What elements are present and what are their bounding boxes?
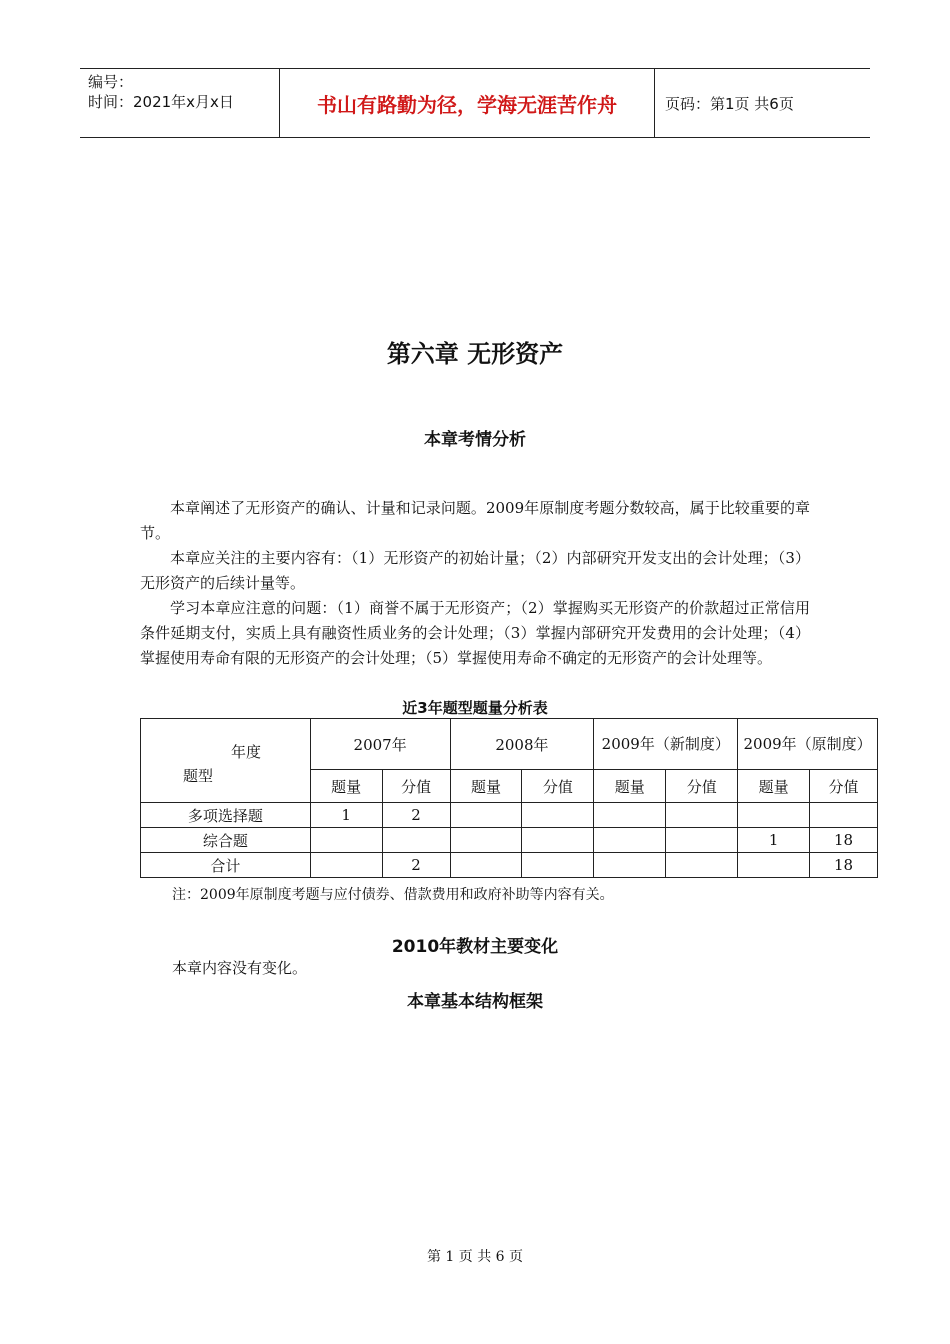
table-cell — [450, 853, 522, 878]
table-cell — [666, 828, 738, 853]
table-corner-cell — [141, 719, 311, 803]
section-heading-analysis: 本章考情分析 — [424, 430, 526, 450]
paragraph: 本章应关注的主要内容有：（1）无形资产的初始计量；（2）内部研究开发支出的会计处理；（3）无形资产的后续计量等。 — [140, 549, 810, 592]
year-header: 2009年（原制度） — [738, 719, 878, 770]
table-cell — [810, 803, 878, 828]
table-cell — [738, 853, 810, 878]
table-cell — [666, 803, 738, 828]
table-cell — [310, 853, 382, 878]
table-cell — [310, 828, 382, 853]
table-note: 注：2009年原制度考题与应付债券、借款费用和政府补助等内容有关。 — [172, 887, 614, 903]
date-label: 时间：2021年x月x日 — [88, 93, 234, 111]
sub-header: 题量 — [450, 770, 522, 803]
table-cell — [522, 803, 594, 828]
page-footer: 第 1 页 共 6 页 — [426, 1249, 524, 1265]
row-type: 合计 — [141, 853, 311, 878]
body-paragraphs — [140, 496, 810, 671]
table-cell — [522, 853, 594, 878]
corner-type-label: 题型 — [183, 767, 214, 785]
section-heading-changes: 2010年教材主要变化 — [391, 937, 559, 957]
paragraph: 学习本章应注意的问题：（1）商誉不属于无形资产；（2）掌握购买无形资产的价款超过正常信用条件延期支付，实质上具有融资性质业务的会计处理；（3）掌握内部研究开发费用的会计处理；（4）掌握使用寿命有限的无形资产的会计处理；（5）掌握使用寿命不确定的无形资产的会计处理等。 — [140, 599, 810, 667]
table-row — [141, 853, 878, 878]
year-header: 2008年 — [450, 719, 594, 770]
table-cell — [382, 828, 450, 853]
table-cell: 1 — [310, 803, 382, 828]
table-cell: 2 — [382, 803, 450, 828]
sub-header: 分值 — [522, 770, 594, 803]
chapter-title: 第六章 无形资产 — [386, 340, 564, 368]
corner-year-label: 年度 — [231, 743, 262, 761]
table-row — [141, 828, 878, 853]
table-cell: 18 — [810, 828, 878, 853]
motto: 书山有路勤为径，学海无涯苦作舟 — [280, 69, 655, 137]
document-header — [80, 68, 870, 138]
changes-text: 本章内容没有变化。 — [172, 959, 308, 977]
sub-header: 题量 — [310, 770, 382, 803]
table-cell — [594, 853, 666, 878]
sub-header: 题量 — [738, 770, 810, 803]
table-cell: 2 — [382, 853, 450, 878]
sub-header: 分值 — [382, 770, 450, 803]
row-type: 综合题 — [141, 828, 311, 853]
table-cell: 18 — [810, 853, 878, 878]
table-cell — [522, 828, 594, 853]
page-label: 页码：第1页 共6页 — [665, 94, 794, 113]
question-analysis-table — [140, 718, 878, 878]
header-left-cell — [80, 69, 280, 137]
sub-header: 题量 — [594, 770, 666, 803]
table-caption: 近3年题型题量分析表 — [402, 699, 548, 717]
table-cell — [666, 853, 738, 878]
table-row — [141, 803, 878, 828]
year-header: 2007年 — [310, 719, 450, 770]
sub-header: 分值 — [666, 770, 738, 803]
table-cell — [450, 803, 522, 828]
table-cell — [594, 803, 666, 828]
year-header: 2009年（新制度） — [594, 719, 738, 770]
table-cell — [738, 803, 810, 828]
paragraph: 本章阐述了无形资产的确认、计量和记录问题。2009年原制度考题分数较高，属于比较重要的章节。 — [140, 499, 810, 542]
table-cell: 1 — [738, 828, 810, 853]
section-heading-framework: 本章基本结构框架 — [407, 992, 543, 1012]
number-label: 编号： — [88, 73, 134, 91]
table-cell — [594, 828, 666, 853]
sub-header: 分值 — [810, 770, 878, 803]
row-type: 多项选择题 — [141, 803, 311, 828]
table-cell — [450, 828, 522, 853]
